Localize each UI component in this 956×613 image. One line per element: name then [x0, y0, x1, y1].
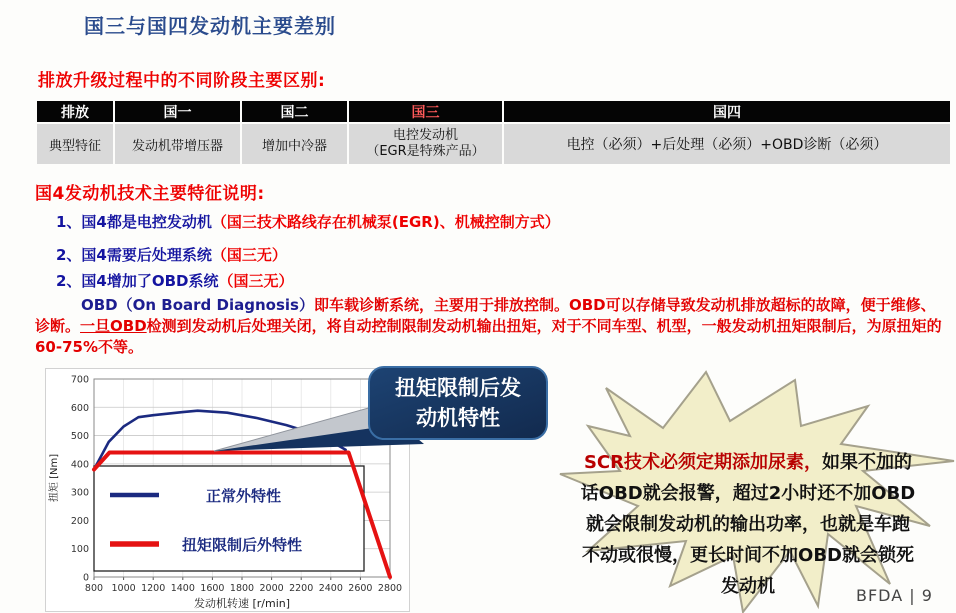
scr-warning-text: SCR技术必须定期添加尿素，如果不加的话OBD就会报警，超过2小时还不加OBD就会限制发动机的输出功率，也就是车跑不动或很慢，更长时间不加OBD就会锁死发动机 [580, 452, 916, 597]
svg-text:2400: 2400 [318, 583, 343, 594]
svg-text:0: 0 [82, 572, 89, 584]
feature-item-1: 1、国4都是电控发动机（国三技术路线存在机械泵(EGR)、机械控制方式） [56, 213, 560, 231]
svg-text:扭矩 [Nm]: 扭矩 [Nm] [49, 453, 60, 503]
svg-text:1600: 1600 [200, 583, 225, 594]
svg-text:1400: 1400 [170, 583, 195, 594]
torque-limit-callout [368, 366, 548, 440]
emission-stages-table-wrap [35, 99, 952, 166]
col-header-guo4: 国四 [504, 101, 950, 122]
footer-page-label: BFDA | 9 [856, 586, 933, 605]
cell-guo2: 增加中冷器 [242, 124, 347, 164]
cell-guo1: 发动机带增压器 [115, 124, 240, 164]
section2-heading: 国4发动机技术主要特征说明: [35, 184, 265, 204]
table-row [37, 124, 950, 164]
cell-guo3: 电控发动机 （EGR是特殊产品） [349, 124, 502, 164]
svg-text:1800: 1800 [229, 583, 255, 594]
svg-text:1000: 1000 [111, 583, 136, 594]
emission-stages-table [35, 99, 952, 166]
table-header-row [37, 101, 950, 122]
col-header-guo2: 国二 [242, 101, 347, 122]
svg-text:200: 200 [70, 515, 89, 527]
feature-item-2: 2、国4需要后处理系统（国三无） [56, 246, 287, 264]
feature-item-3: 2、国4增加了OBD系统（国三无） [56, 272, 294, 290]
svg-text:发动机转速 [r/min]: 发动机转速 [r/min] [193, 597, 291, 610]
callout-line-1: 扭矩限制后发 [395, 376, 521, 400]
col-header-emission: 排放 [37, 101, 113, 122]
svg-text:800: 800 [84, 583, 104, 594]
col-header-guo1: 国一 [115, 101, 240, 122]
svg-text:400: 400 [70, 459, 89, 471]
page-title: 国三与国四发动机主要差别 [84, 14, 336, 38]
svg-text:正常外特性: 正常外特性 [206, 487, 282, 505]
obd-paragraph: OBD（On Board Diagnosis）即车载诊断系统，主要用于排放控制。OBD可以存储导致发动机排放超标的故障，便于维修、诊断。一旦OBD检测到发动机后处理关闭，将自动控制限制发动机输出扭矩，对于不同车型、机型，一般发动机扭矩限制后，为原扭矩的60-75%不等。 [35, 296, 942, 356]
cell-guo4: 电控（必须）+后处理（必须）+OBD诊断（必须） [504, 124, 950, 164]
section1-heading: 排放升级过程中的不同阶段主要区别: [38, 71, 326, 91]
svg-text:500: 500 [70, 431, 89, 443]
svg-text:100: 100 [70, 544, 89, 556]
row-label-cell: 典型特征 [37, 124, 113, 164]
col-header-guo3: 国三 [349, 101, 502, 122]
svg-text:2800: 2800 [377, 583, 403, 594]
svg-text:300: 300 [70, 487, 89, 499]
callout-line-2: 动机特性 [416, 406, 500, 430]
svg-text:700: 700 [70, 374, 89, 386]
svg-text:2000: 2000 [259, 583, 284, 594]
svg-text:600: 600 [70, 402, 89, 414]
svg-text:2600: 2600 [348, 583, 373, 594]
svg-text:扭矩限制后外特性: 扭矩限制后外特性 [182, 536, 303, 554]
svg-text:2200: 2200 [289, 583, 314, 594]
svg-text:1200: 1200 [141, 583, 166, 594]
